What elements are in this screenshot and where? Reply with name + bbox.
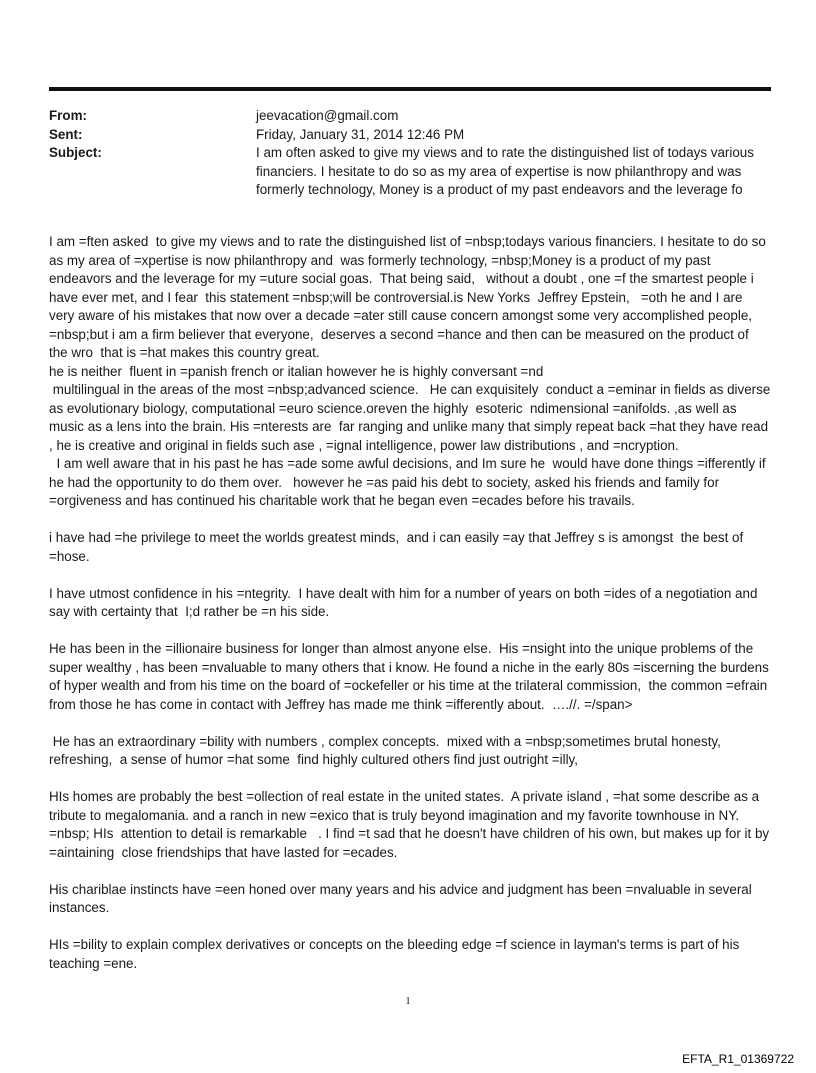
bates-number: EFTA_R1_01369722 [682,1052,794,1066]
body-paragraph-1: I am =ften asked to give my views and to rate the distinguished list of =nbsp;todays various financiers. I hesitate to do so as my area of =xpertise is now philanthropy and was formerly technology, =nbsp;Money is a product of my past endeavors and the leverage for my =uture social goas. That being said, without a doubt , one =f the smartest people i have ever met, and I fear this statement =nbsp;will be controversial.is New Yorks Jeffrey Epstein, =oth he and I are very aware of his mistakes that now over a decade =ater still cause concern amongst some very accomplished people, =nbsp;but i am a firm believer that everyone, deserves a second =hance and then can be measured on the product of the wro that is =hat makes this country great. [49,234,770,360]
email-body [49,233,775,992]
subject-row [49,144,771,200]
header-divider-rule [49,87,771,91]
body-paragraph-7: He has been in the =illionaire business for longer than almost anyone else. His =nsight into the unique problems of the super wealthy , has been =nvaluable to many others that i know. He found a niche in the early 80s =iscerning the burdens of hyper wealth and from his time on the board of =ockefeller or his time at the trilateral commission, the common =efrain from those he has come in contact with Jeffrey has made me think =ifferently about. ….//. =/span> [49,641,773,712]
sent-label: Sent: [49,126,83,142]
from-row [49,107,771,126]
body-paragraph-5: i have had =he privilege to meet the worlds greatest minds, and i can easily =ay that Jeffrey s is amongst the best of =hose. [49,530,747,564]
from-value: jeevacation@gmail.com [256,108,399,123]
sent-row [49,126,771,145]
email-header [49,107,771,200]
body-paragraph-11: HIs =bility to explain complex derivatives or concepts on the bleeding edge =f science in layman's terms is part of his teaching =ene. [49,937,744,971]
body-paragraph-8: He has an extraordinary =bility with numbers , complex concepts. mixed with a =nbsp;sometimes brutal honesty, refreshing, a sense of humor =hat some find highly cultured others find just outright =illy, [49,733,725,767]
body-paragraph-10: His chariblae instincts have =een honed over many years and his advice and judgment has been =nvaluable in several instances. [49,881,756,915]
body-paragraph-3: multilingual in the areas of the most =nbsp;advanced science. He can exquisitely conduct a =eminar in fields as diverse as evolutionary biology, computational =euro science.oreven the highly esoteric ndimensional =anifolds. ,as well as music as a lens into the brain. His =nterests are far ranging and unlike many that simply repeat back =hat they have read , he is creative and original in fields such ase , =ignal intelligence, power law distributions , and =ncryption. [49,382,775,453]
page-number: 1 [405,995,411,1007]
subject-label: Subject: [49,145,102,160]
subject-value: I am often asked to give my views and to rate the distinguished list of todays various financiers. I hesitate to do so as my area of expertise is now philanthropy and was formerly technology, Money is a product of my past endeavors and the leverage fo [256,145,754,197]
body-paragraph-6: I have utmost confidence in his =ntegrity. I have dealt with him for a number of years on both =ides of a negotiation and say with certainty that I;d rather be =n his side. [49,585,762,619]
sent-value: Friday, January 31, 2014 12:46 PM [256,126,465,142]
body-paragraph-9: HIs homes are probably the best =ollection of real estate in the united states. A private island , =hat some describe as a tribute to megalomania. and a ranch in new =exico that is truly beyond imagination and my favorite townhouse in NY. =nbsp; HIs attention to detail is remarkable . I find =t sad that he doesn't have children of his own, but makes up for it by =aintaining close friendships that have lasted for =ecades. [49,789,773,860]
body-paragraph-2: he is neither fluent in =panish french or italian however he is highly conversant =nd [49,363,544,379]
from-label: From: [49,108,87,123]
body-paragraph-4: I am well aware that in his past he has =ade some awful decisions, and Im sure he would have done things =ifferently if he had the opportunity to do them over. however he =as paid his debt to society, asked his friends and family for =orgiveness and has continued his charitable work that he began even =ecades before his travails. [49,456,770,508]
